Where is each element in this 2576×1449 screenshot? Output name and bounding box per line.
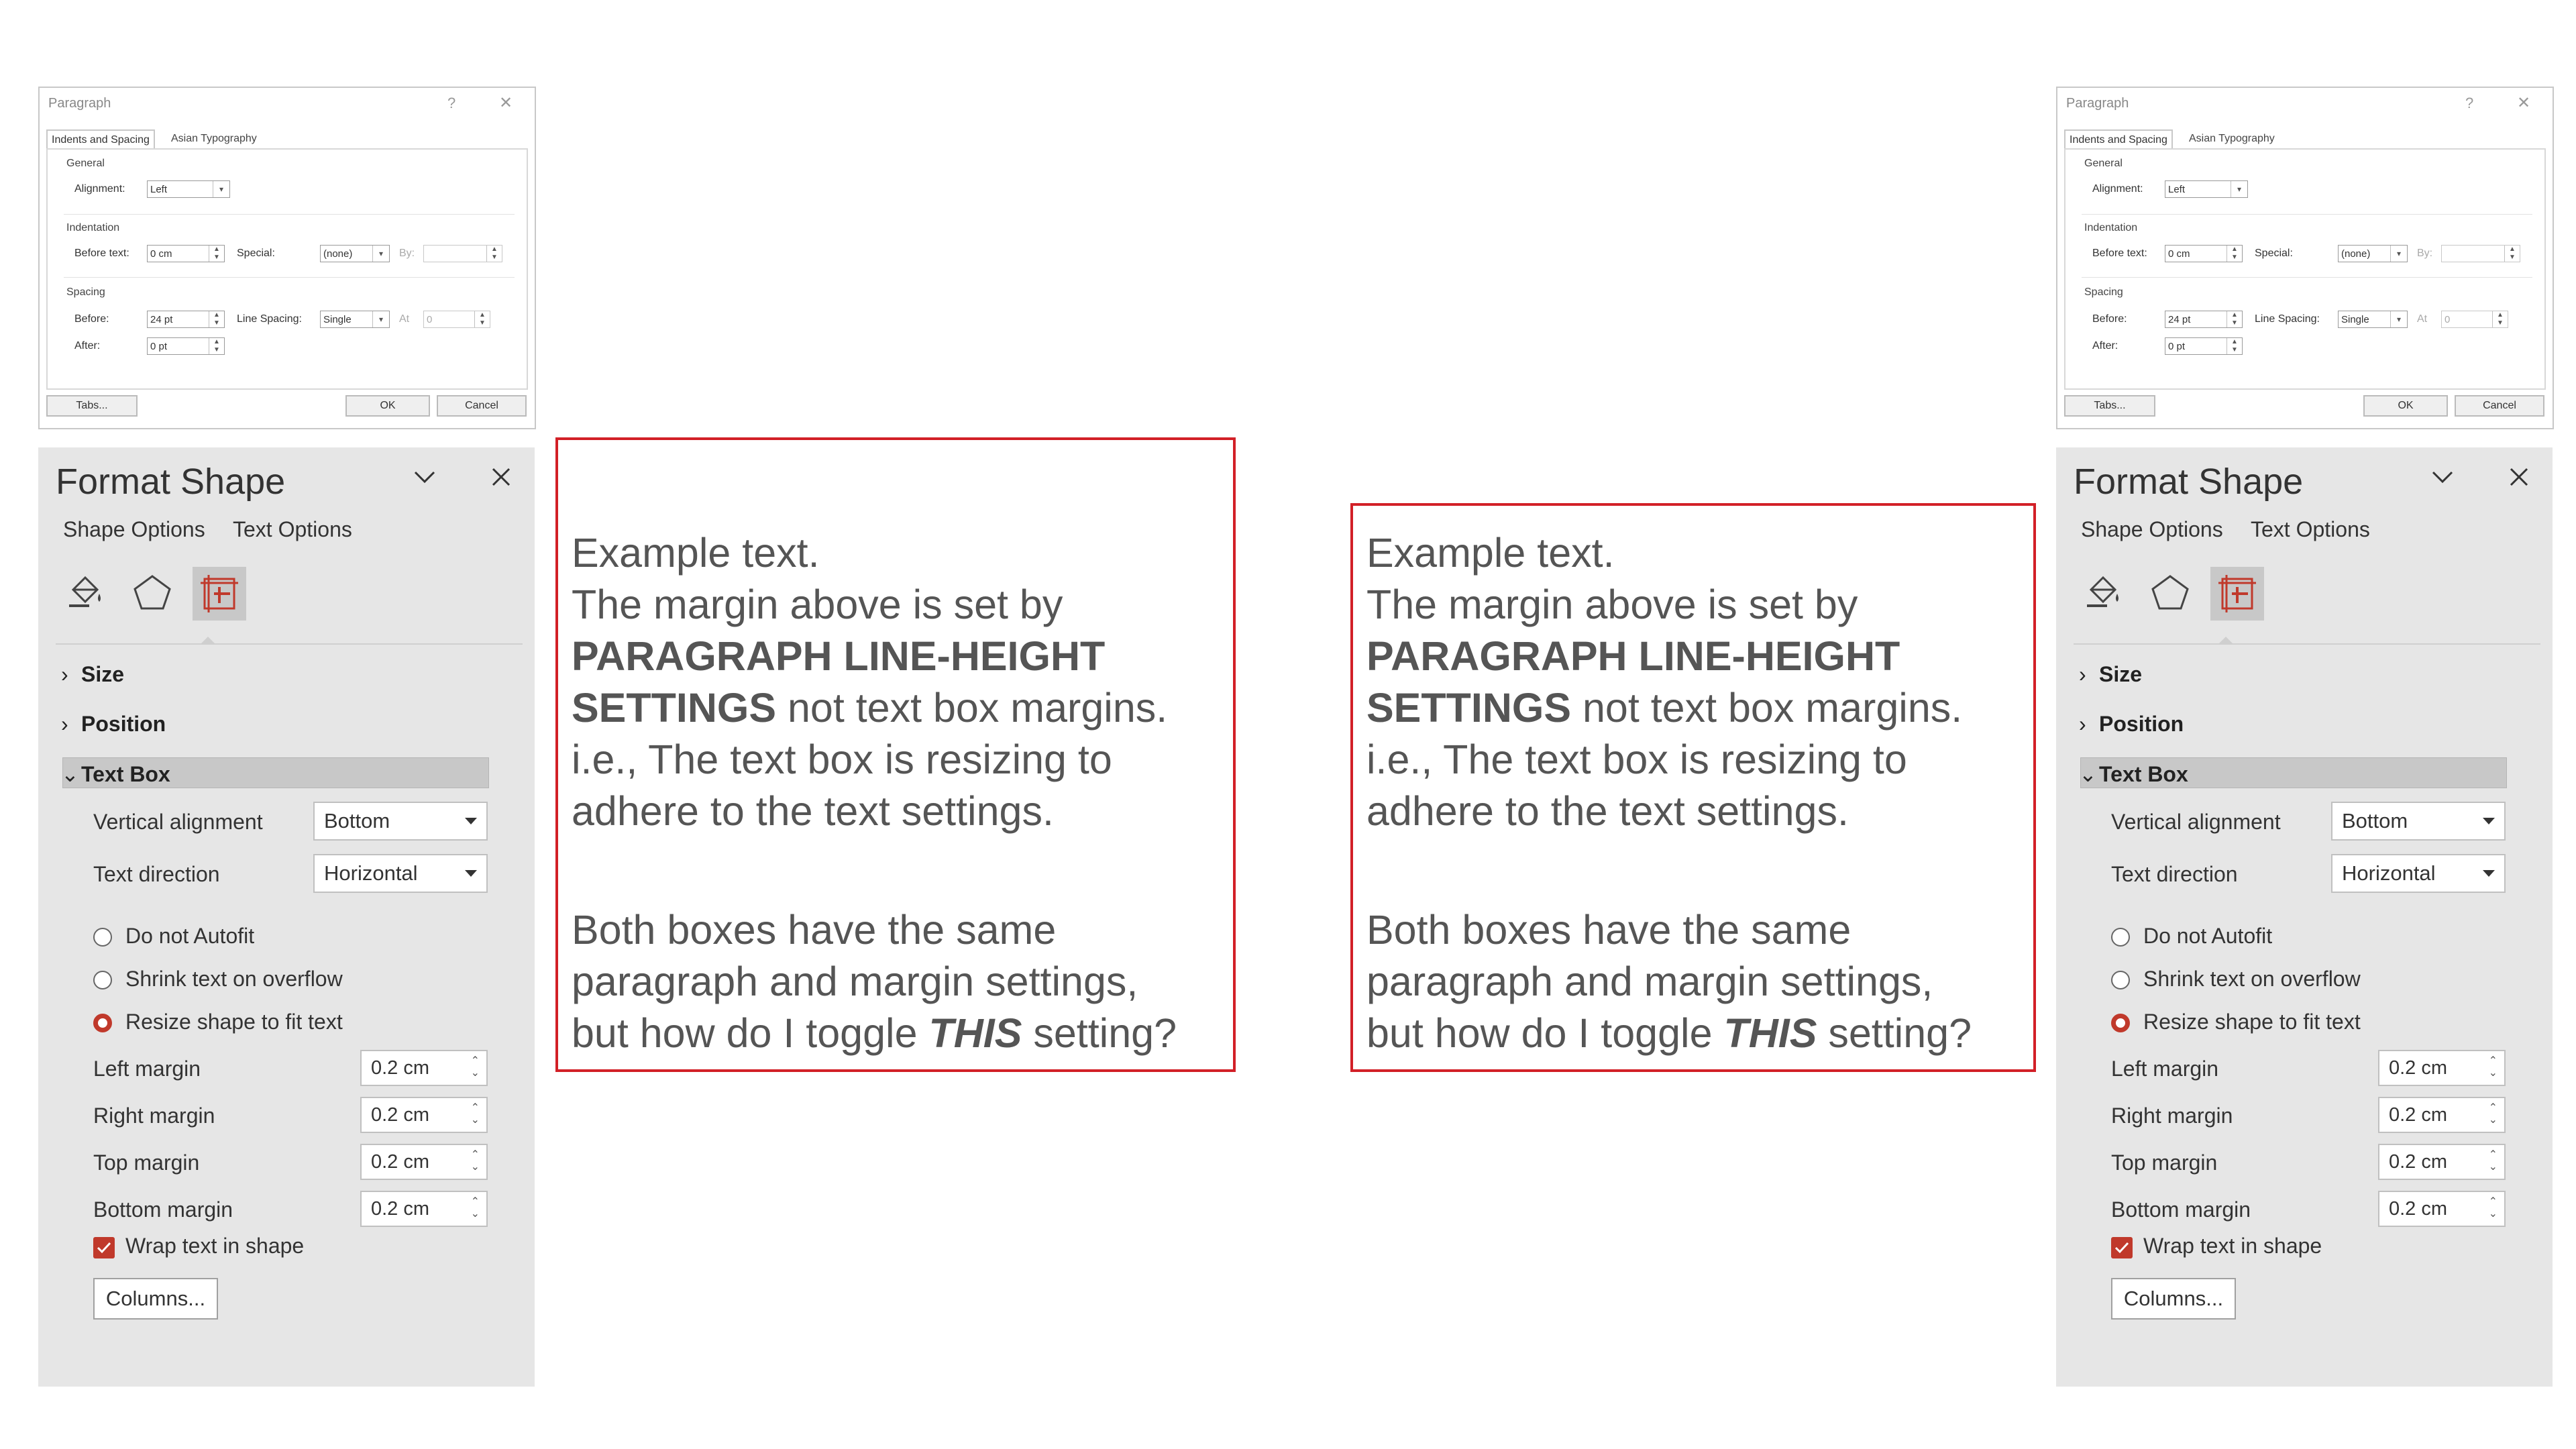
special-label: Special: bbox=[2255, 248, 2293, 259]
before-label: Before: bbox=[2092, 313, 2127, 325]
dialog-body bbox=[46, 148, 528, 390]
section-text-box[interactable]: ⌄Text Box bbox=[2079, 762, 2188, 786]
line-spacing-label: Line Spacing: bbox=[237, 313, 302, 325]
spinner-icon[interactable]: ⌃ ⌄ bbox=[2488, 1102, 2498, 1126]
divider bbox=[2074, 643, 2540, 645]
text-line: adhere to the text settings. bbox=[1366, 788, 1849, 834]
pentagon-effects-icon[interactable] bbox=[125, 567, 179, 621]
special-select[interactable]: (none) ▾ bbox=[320, 245, 390, 262]
shrink-text-label: Shrink text on overflow bbox=[2143, 967, 2361, 991]
chevron-down-icon: ▾ bbox=[372, 311, 389, 327]
textbox-fill-icon[interactable] bbox=[2076, 567, 2130, 621]
alignment-select[interactable]: Left ▾ bbox=[2165, 180, 2248, 198]
chevron-down-icon bbox=[2483, 870, 2495, 877]
radio-do-not-autofit[interactable] bbox=[93, 928, 112, 947]
spinner-icon[interactable]: ▲ ▼ bbox=[2226, 311, 2242, 327]
spinner-icon[interactable]: ⌃ ⌄ bbox=[470, 1102, 480, 1126]
paragraph-dialog bbox=[2056, 87, 2554, 429]
alignment-label: Alignment: bbox=[2092, 183, 2143, 195]
chevron-down-icon: ▾ bbox=[213, 181, 229, 197]
divider bbox=[56, 643, 523, 645]
before-input[interactable]: 24 pt ▲ ▼ bbox=[2165, 311, 2243, 328]
pane-title: Format Shape bbox=[56, 462, 286, 502]
spinner-icon[interactable]: ▲ ▼ bbox=[474, 311, 490, 327]
do-not-autofit-label: Do not Autofit bbox=[125, 924, 255, 948]
tab-text-options[interactable]: Text Options bbox=[2251, 517, 2370, 541]
tab-shape-options[interactable]: Shape Options bbox=[2081, 517, 2223, 541]
group-indentation: Indentation bbox=[66, 222, 120, 233]
chevron-down-icon: ⌄ bbox=[2079, 762, 2097, 786]
divider bbox=[64, 277, 515, 278]
text-line: i.e., The text box is resizing to bbox=[1366, 737, 1907, 782]
chevron-right-icon: › bbox=[61, 662, 68, 686]
right-margin-label: Right margin bbox=[93, 1104, 215, 1128]
chevron-down-icon bbox=[465, 818, 477, 824]
after-label: After: bbox=[74, 340, 101, 352]
chevron-down-icon: ⌄ bbox=[61, 762, 79, 786]
bottom-margin-input[interactable]: 0.2 cm ⌃ ⌄ bbox=[360, 1191, 488, 1227]
text-direction-dropdown[interactable]: Horizontal bbox=[2331, 854, 2506, 893]
spinner-icon[interactable]: ⌃ ⌄ bbox=[2488, 1055, 2498, 1079]
dialog-body bbox=[2064, 148, 2546, 390]
text-line: Both boxes have the same bbox=[1366, 907, 1851, 953]
text-line: but how do I toggle THIS setting? bbox=[1366, 1010, 1972, 1056]
dialog-title: Paragraph bbox=[48, 96, 111, 111]
spinner-icon[interactable]: ⌃ ⌄ bbox=[2488, 1149, 2498, 1173]
spinner-icon[interactable]: ▲ ▼ bbox=[486, 246, 502, 262]
textbox-layout-icon[interactable] bbox=[193, 567, 246, 621]
by-input[interactable] bbox=[2441, 245, 2520, 262]
example-text-box-right[interactable] bbox=[1350, 503, 2036, 1072]
shrink-text-label: Shrink text on overflow bbox=[125, 967, 343, 991]
left-mockup bbox=[38, 0, 536, 1449]
chevron-down-icon: ▾ bbox=[2231, 181, 2247, 197]
top-margin-label: Top margin bbox=[93, 1150, 200, 1175]
text-line: paragraph and margin settings, bbox=[572, 959, 1138, 1004]
after-input[interactable]: 0 pt ▲ ▼ bbox=[2165, 337, 2243, 355]
text-line: PARAGRAPH LINE-HEIGHT bbox=[1366, 633, 1900, 679]
left-margin-input[interactable]: 0.2 cm ⌃ ⌄ bbox=[360, 1050, 488, 1086]
top-margin-input[interactable]: 0.2 cm ⌃ ⌄ bbox=[360, 1144, 488, 1180]
group-spacing: Spacing bbox=[66, 286, 105, 298]
left-margin-input[interactable]: 0.2 cm ⌃ ⌄ bbox=[2378, 1050, 2506, 1086]
special-select[interactable]: (none) ▾ bbox=[2338, 245, 2408, 262]
vertical-alignment-label: Vertical alignment bbox=[93, 810, 263, 834]
spinner-icon[interactable]: ▲ ▼ bbox=[2226, 246, 2242, 262]
alignment-select[interactable]: Left ▾ bbox=[147, 180, 230, 198]
tab-text-options[interactable]: Text Options bbox=[233, 517, 352, 541]
paragraph-dialog bbox=[38, 87, 536, 429]
divider bbox=[64, 214, 515, 215]
line-spacing-select[interactable]: Single ▾ bbox=[2338, 311, 2408, 328]
text-line: i.e., The text box is resizing to bbox=[572, 737, 1112, 782]
pentagon-effects-icon[interactable] bbox=[2143, 567, 2197, 621]
tab-indicator bbox=[201, 637, 215, 644]
chevron-down-icon bbox=[465, 870, 477, 877]
tabs-button[interactable]: Tabs... bbox=[46, 395, 138, 417]
tab-asian-typography[interactable]: Asian Typography bbox=[2189, 133, 2275, 144]
chevron-down-icon[interactable] bbox=[2430, 465, 2455, 489]
close-icon[interactable]: ✕ bbox=[499, 94, 513, 112]
text-line: PARAGRAPH LINE-HEIGHT bbox=[572, 633, 1106, 679]
chevron-down-icon: ▾ bbox=[2390, 246, 2407, 262]
help-icon[interactable]: ? bbox=[447, 95, 456, 111]
group-spacing: Spacing bbox=[2084, 286, 2123, 298]
after-label: After: bbox=[2092, 340, 2118, 352]
right-margin-input[interactable]: 0.2 cm ⌃ ⌄ bbox=[360, 1097, 488, 1133]
radio-resize-shape[interactable] bbox=[93, 1014, 112, 1032]
chevron-down-icon: ▾ bbox=[2390, 311, 2407, 327]
chevron-down-icon[interactable] bbox=[413, 465, 437, 489]
special-label: Special: bbox=[237, 248, 275, 259]
radio-shrink-text[interactable] bbox=[2111, 971, 2130, 989]
group-indentation: Indentation bbox=[2084, 222, 2138, 233]
left-margin-label: Left margin bbox=[2111, 1057, 2219, 1081]
close-icon[interactable] bbox=[2507, 465, 2531, 489]
at-label: At bbox=[399, 313, 410, 325]
section-position[interactable]: › Position bbox=[2079, 712, 2184, 736]
chevron-right-icon: › bbox=[61, 712, 68, 736]
text-line: The margin above is set by bbox=[572, 582, 1063, 627]
right-margin-label: Right margin bbox=[2111, 1104, 2233, 1128]
by-input[interactable] bbox=[423, 245, 502, 262]
dialog-title: Paragraph bbox=[2066, 96, 2129, 111]
section-size[interactable]: › Size bbox=[61, 662, 125, 686]
section-position[interactable]: › Position bbox=[61, 712, 166, 736]
right-margin-input[interactable]: 0.2 cm ⌃ ⌄ bbox=[2378, 1097, 2506, 1133]
spinner-icon[interactable]: ⌃ ⌄ bbox=[470, 1055, 480, 1079]
spinner-icon[interactable]: ▲ ▼ bbox=[2226, 338, 2242, 354]
tab-indicator bbox=[2218, 637, 2233, 644]
before-label: Before: bbox=[74, 313, 109, 325]
bottom-margin-label: Bottom margin bbox=[2111, 1197, 2251, 1222]
by-label: By: bbox=[399, 248, 415, 259]
group-general: General bbox=[66, 158, 105, 169]
radio-do-not-autofit[interactable] bbox=[2111, 928, 2130, 947]
radio-shrink-text[interactable] bbox=[93, 971, 112, 989]
bottom-margin-label: Bottom margin bbox=[93, 1197, 233, 1222]
text-direction-label: Text direction bbox=[93, 862, 220, 886]
before-text-label: Before text: bbox=[74, 248, 129, 259]
text-line: but how do I toggle THIS setting? bbox=[572, 1010, 1177, 1056]
text-direction-dropdown[interactable]: Horizontal bbox=[313, 854, 488, 893]
top-margin-input[interactable]: 0.2 cm ⌃ ⌄ bbox=[2378, 1144, 2506, 1180]
text-line: adhere to the text settings. bbox=[572, 788, 1054, 834]
cancel-button[interactable]: Cancel bbox=[437, 395, 527, 417]
columns-button[interactable]: Columns... bbox=[2111, 1278, 2236, 1320]
vertical-alignment-label: Vertical alignment bbox=[2111, 810, 2281, 834]
spinner-icon[interactable]: ▲ ▼ bbox=[2504, 246, 2520, 262]
text-line: Example text. bbox=[1366, 530, 1615, 576]
text-line: Example text. bbox=[572, 530, 820, 576]
resize-shape-label: Resize shape to fit text bbox=[2143, 1010, 2361, 1034]
alignment-label: Alignment: bbox=[74, 183, 125, 195]
section-text-box[interactable]: ⌄Text Box bbox=[61, 762, 170, 786]
top-margin-label: Top margin bbox=[2111, 1150, 2218, 1175]
left-margin-label: Left margin bbox=[93, 1057, 201, 1081]
tab-shape-options[interactable]: Shape Options bbox=[63, 517, 205, 541]
chevron-right-icon: › bbox=[2079, 662, 2086, 686]
help-icon[interactable]: ? bbox=[2465, 95, 2474, 111]
vertical-alignment-dropdown[interactable]: Bottom bbox=[313, 802, 488, 841]
tabs-button[interactable]: Tabs... bbox=[2064, 395, 2155, 417]
text-direction-label: Text direction bbox=[2111, 862, 2238, 886]
ok-button[interactable]: OK bbox=[345, 395, 430, 417]
before-text-input[interactable]: 0 cm ▲ ▼ bbox=[2165, 245, 2243, 262]
group-general: General bbox=[2084, 158, 2123, 169]
wrap-text-label: Wrap text in shape bbox=[125, 1234, 305, 1258]
right-mockup bbox=[2056, 0, 2554, 1449]
pane-title: Format Shape bbox=[2074, 462, 2304, 502]
bottom-margin-input[interactable]: 0.2 cm ⌃ ⌄ bbox=[2378, 1191, 2506, 1227]
text-line: Both boxes have the same bbox=[572, 907, 1057, 953]
by-label: By: bbox=[2417, 248, 2433, 259]
chevron-down-icon bbox=[2483, 818, 2495, 824]
spinner-icon[interactable]: ▲ ▼ bbox=[2492, 311, 2508, 327]
format-shape-pane bbox=[2056, 447, 2553, 1387]
ok-button[interactable]: OK bbox=[2363, 395, 2448, 417]
divider bbox=[2082, 277, 2532, 278]
wrap-text-checkbox[interactable] bbox=[93, 1237, 115, 1258]
close-icon[interactable]: ✕ bbox=[2517, 94, 2531, 112]
pane-icon-bar bbox=[2076, 567, 2277, 627]
text-line: SETTINGS not text box margins. bbox=[572, 685, 1168, 731]
do-not-autofit-label: Do not Autofit bbox=[2143, 924, 2273, 948]
before-input[interactable]: 24 pt ▲ ▼ bbox=[147, 311, 225, 328]
wrap-text-label: Wrap text in shape bbox=[2143, 1234, 2322, 1258]
line-spacing-select[interactable]: Single ▾ bbox=[320, 311, 390, 328]
vertical-alignment-dropdown[interactable]: Bottom bbox=[2331, 802, 2506, 841]
after-input[interactable]: 0 pt ▲ ▼ bbox=[147, 337, 225, 355]
pane-icon-bar bbox=[58, 567, 260, 627]
line-spacing-label: Line Spacing: bbox=[2255, 313, 2320, 325]
chevron-right-icon: › bbox=[2079, 712, 2086, 736]
tab-indents-and-spacing[interactable]: Indents and Spacing bbox=[46, 129, 155, 150]
section-size[interactable]: › Size bbox=[2079, 662, 2143, 686]
at-input[interactable]: 0 ▲ ▼ bbox=[423, 311, 490, 328]
tab-asian-typography[interactable]: Asian Typography bbox=[171, 133, 257, 144]
text-line: SETTINGS not text box margins. bbox=[1366, 685, 1963, 731]
tab-indents-and-spacing[interactable]: Indents and Spacing bbox=[2064, 129, 2173, 150]
format-shape-pane bbox=[38, 447, 535, 1387]
radio-resize-shape[interactable] bbox=[2111, 1014, 2130, 1032]
at-label: At bbox=[2417, 313, 2428, 325]
text-line: The margin above is set by bbox=[1366, 582, 1858, 627]
at-input[interactable]: 0 ▲ ▼ bbox=[2441, 311, 2508, 328]
example-text-box-left[interactable] bbox=[555, 437, 1236, 1072]
text-line: paragraph and margin settings, bbox=[1366, 959, 1933, 1004]
divider bbox=[2082, 214, 2532, 215]
textbox-fill-icon[interactable] bbox=[58, 567, 112, 621]
before-text-input[interactable]: 0 cm ▲ ▼ bbox=[147, 245, 225, 262]
textbox-layout-icon[interactable] bbox=[2210, 567, 2264, 621]
close-icon[interactable] bbox=[489, 465, 513, 489]
spinner-icon[interactable]: ▲ ▼ bbox=[209, 338, 224, 354]
spinner-icon[interactable]: ▲ ▼ bbox=[209, 246, 224, 262]
columns-button[interactable]: Columns... bbox=[93, 1278, 218, 1320]
spinner-icon[interactable]: ⌃ ⌄ bbox=[470, 1196, 480, 1220]
spinner-icon[interactable]: ⌃ ⌄ bbox=[470, 1149, 480, 1173]
wrap-text-checkbox[interactable] bbox=[2111, 1237, 2133, 1258]
resize-shape-label: Resize shape to fit text bbox=[125, 1010, 343, 1034]
spinner-icon[interactable]: ⌃ ⌄ bbox=[2488, 1196, 2498, 1220]
before-text-label: Before text: bbox=[2092, 248, 2147, 259]
chevron-down-icon: ▾ bbox=[372, 246, 389, 262]
spinner-icon[interactable]: ▲ ▼ bbox=[209, 311, 224, 327]
cancel-button[interactable]: Cancel bbox=[2455, 395, 2544, 417]
